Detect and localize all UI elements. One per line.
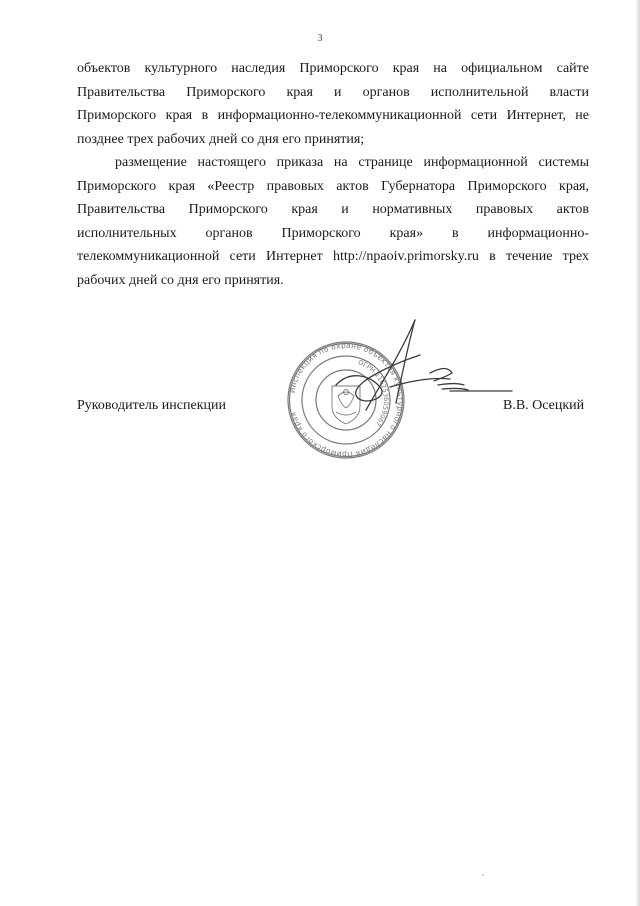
text-line: Приморского края «Реестр правовых актов Губернатора Приморского края,: [77, 178, 589, 194]
text-line: рабочих дней со дня его принятия.: [77, 272, 284, 288]
text-line: объектов культурного наследия Приморского края на официальном сайте: [77, 61, 589, 76]
paragraph-website-publication: [77, 57, 589, 151]
paragraph-registry-publication: [77, 151, 589, 292]
signer-title: Руководитель инспекции: [77, 398, 226, 413]
page-number: 3: [317, 33, 323, 44]
text-line: Приморского края в информационно-телекоммуникационной сети Интернет, не: [77, 108, 589, 123]
signer-name: В.В. Осецкий: [503, 398, 585, 413]
stamp-inner-text: ОГРН 1162536059067: [357, 358, 391, 428]
text-line: размещение настоящего приказа на странице информационной системы: [115, 155, 589, 170]
text-line: позднее трех рабочих дней со дня его принятия;: [77, 131, 365, 147]
stamp-outer-text: Инспекция по охране объектов культурного наследия Приморского края: [287, 340, 406, 460]
scan-speck: [482, 874, 484, 876]
handwritten-signature: [330, 315, 530, 425]
signature-block: [0, 340, 640, 470]
text-line: Правительства Приморского края и нормативных правовых актов: [77, 202, 589, 217]
text-line: исполнительных органов Приморского края» в информационно-: [77, 225, 589, 241]
page-edge-shadow: [635, 0, 640, 906]
text-line: Правительства Приморского края и органов исполнительной власти: [77, 84, 589, 100]
body-text: [77, 57, 589, 292]
text-line: телекоммуникационной сети Интернет http://npaoiv.primorsky.ru в течение трех: [77, 249, 589, 264]
